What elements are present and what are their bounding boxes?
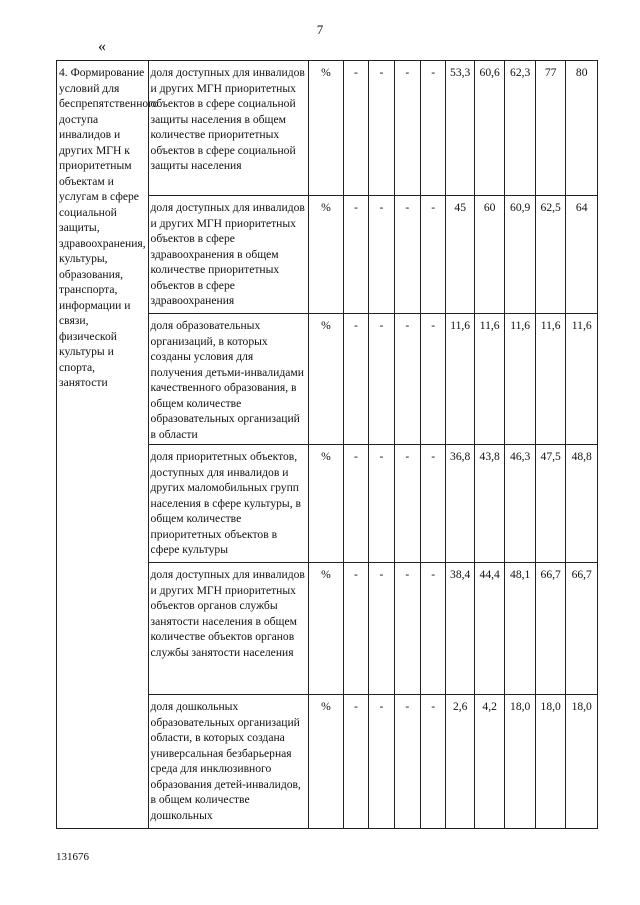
dash-cell: -	[421, 196, 446, 314]
indicator-cell: доля доступных для инвалидов и других МГН приоритетных объектов в сфере социальной защиты населения в общем количестве приоритетных объектов в сфере социальной защиты населения	[148, 61, 309, 196]
indicator-cell: доля дошкольных образовательных организаций области, в которых создана универсальная безбарьерная среда для инклюзивного образования детей-инвалидов, в общем количестве дошкольных	[148, 695, 309, 829]
document-id: 131676	[56, 851, 89, 863]
value-cell: 66,7	[566, 563, 598, 695]
indicators-table	[56, 60, 598, 829]
value-cell: 45	[446, 196, 474, 314]
value-cell: 38,4	[446, 563, 474, 695]
value-cell: 60	[474, 196, 505, 314]
dash-cell: -	[343, 445, 368, 563]
dash-cell: -	[369, 445, 394, 563]
value-cell: 64	[566, 196, 598, 314]
dash-cell: -	[394, 445, 420, 563]
unit-cell: %	[309, 695, 344, 829]
dash-cell: -	[394, 563, 420, 695]
dash-cell: -	[369, 695, 394, 829]
dash-cell: -	[369, 563, 394, 695]
value-cell: 48,1	[505, 563, 536, 695]
value-cell: 36,8	[446, 445, 474, 563]
value-cell: 4,2	[474, 695, 505, 829]
dash-cell: -	[421, 61, 446, 196]
dash-cell: -	[369, 61, 394, 196]
quote-mark: «	[98, 38, 106, 55]
dash-cell: -	[343, 61, 368, 196]
unit-cell: %	[309, 314, 344, 445]
dash-cell: -	[394, 695, 420, 829]
goal-cell: 4. Формирование условий для беспрепятственного доступа инвалидов и других МГН к приоритетным объектам и услугам в сфере социальной защиты, здравоохранения, культуры, образования, транспорта, информации и связи, физической культуры и спорта, занятости	[57, 61, 149, 829]
indicator-cell: доля доступных для инвалидов и других МГН приоритетных объектов в сфере здравоохранения в общем количестве приоритетных объектов в сфере здравоохранения	[148, 196, 309, 314]
value-cell: 11,6	[535, 314, 566, 445]
value-cell: 43,8	[474, 445, 505, 563]
indicator-cell: доля доступных для инвалидов и других МГН приоритетных объектов органов службы занятости населения в общем количестве объектов органов службы занятости населения	[148, 563, 309, 695]
unit-cell: %	[309, 61, 344, 196]
value-cell: 66,7	[535, 563, 566, 695]
value-cell: 11,6	[474, 314, 505, 445]
value-cell: 48,8	[566, 445, 598, 563]
value-cell: 18,0	[505, 695, 536, 829]
dash-cell: -	[369, 196, 394, 314]
value-cell: 77	[535, 61, 566, 196]
dash-cell: -	[421, 563, 446, 695]
value-cell: 62,5	[535, 196, 566, 314]
value-cell: 11,6	[505, 314, 536, 445]
value-cell: 60,6	[474, 61, 505, 196]
dash-cell: -	[394, 196, 420, 314]
value-cell: 11,6	[446, 314, 474, 445]
table-row	[57, 61, 598, 196]
value-cell: 18,0	[535, 695, 566, 829]
value-cell: 53,3	[446, 61, 474, 196]
unit-cell: %	[309, 563, 344, 695]
unit-cell: %	[309, 196, 344, 314]
dash-cell: -	[343, 314, 368, 445]
value-cell: 46,3	[505, 445, 536, 563]
value-cell: 47,5	[535, 445, 566, 563]
dash-cell: -	[343, 196, 368, 314]
dash-cell: -	[343, 695, 368, 829]
dash-cell: -	[421, 314, 446, 445]
dash-cell: -	[421, 695, 446, 829]
value-cell: 18,0	[566, 695, 598, 829]
dash-cell: -	[421, 445, 446, 563]
dash-cell: -	[369, 314, 394, 445]
value-cell: 44,4	[474, 563, 505, 695]
unit-cell: %	[309, 445, 344, 563]
value-cell: 62,3	[505, 61, 536, 196]
value-cell: 60,9	[505, 196, 536, 314]
dash-cell: -	[343, 563, 368, 695]
value-cell: 11,6	[566, 314, 598, 445]
value-cell: 80	[566, 61, 598, 196]
value-cell: 2,6	[446, 695, 474, 829]
dash-cell: -	[394, 61, 420, 196]
indicator-cell: доля образовательных организаций, в которых созданы условия для получения детьми-инвалидами качественного образования, в общем количестве образовательных организаций в области	[148, 314, 309, 445]
dash-cell: -	[394, 314, 420, 445]
indicator-cell: доля приоритетных объектов, доступных для инвалидов и других маломобильных групп населения в сфере культуры, в общем количестве приоритетных объектов в сфере культуры	[148, 445, 309, 563]
page-number: 7	[316, 22, 324, 37]
